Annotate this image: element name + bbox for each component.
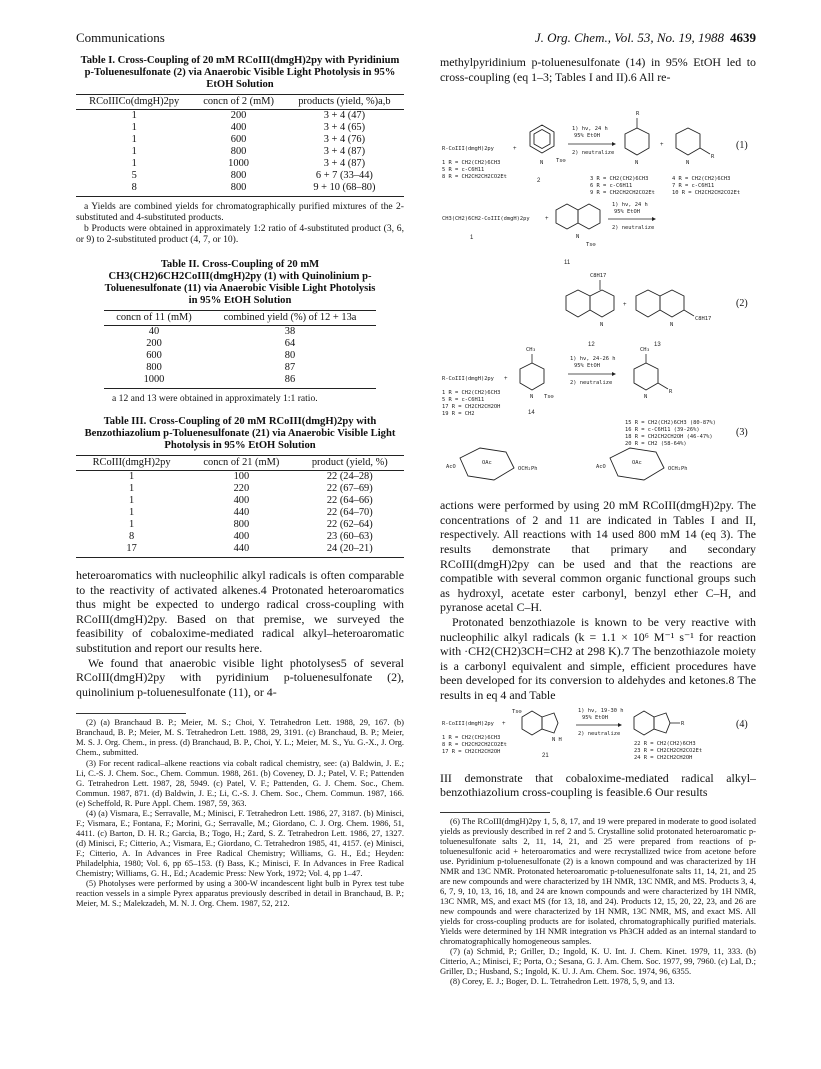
eq1-product2-R: R [711, 154, 715, 161]
table-cell: 1 [128, 507, 135, 518]
eq4-prod-1: 23 R = CH2CH2CH2CO2Et [634, 747, 703, 754]
eq2-reagent-label: 1 [470, 235, 474, 242]
product-pyridine-ring-2 [676, 128, 700, 155]
table-2-grid [104, 310, 376, 389]
table-1-caption: Table I. Cross-Coupling of 20 mM RCoIII(dmgH)2py with Pyridinium p-Toluenesulfonate (2) via Anaerobic Visible Light Photolysis in 95% EtOH Solution [80, 55, 400, 90]
table-1-col-0: RCoIIICo(dmgH)2py [76, 95, 192, 110]
eq2-arrowhead [652, 217, 656, 221]
eq1-prod-1: 6 R = c-C6H11 [590, 183, 633, 190]
footnote: (4) (a) Vismara, E.; Serravalle, M.; Minisci, F. Tetrahedron Lett. 1986, 27, 3187. (b) Minisci, F.; Vismara, E.; Fontana, F.; Morini, G.; Serravalle, M.; Giordano, C. J. Org. Chem. 1986, 51, 4411. (c) Barton, D. H. R.; Garcia, B.; Togo, H.; Zard, S. Z. Tetrahedron Lett. 1986, 27, 1327. (d) Minisci, F.; Citterio, A.; Vismara, E.; Giordano, C. Tetrahedron 1985, 41, 4157. (e) Minisci, F.; Citterio, A. In Advances in Free Radical Chemistry; Williams, G. H., Ed.; Heyden: Philadelphia, 1980; Vol. 6, pp 65–153. (f) Bass, K.; Minisci, F. In Advances in Free Radical Chemistry; Williams, G. H., Ed.; Academic Press: New York, 1972; Vol. 4, pp 1–47. [76, 807, 404, 879]
acetate-label: AcO [596, 464, 606, 471]
bond [658, 383, 668, 389]
right-column [440, 55, 756, 986]
eq3-prod-1: 16 R = c-C6H11 (39-26%) [625, 427, 700, 434]
table-row [104, 350, 376, 362]
eq2-cond-2: 2) neutralize [612, 225, 655, 232]
eq2-sub-label-2: C8H17 [695, 316, 712, 323]
product-12-ring-b [590, 290, 614, 317]
eq3-ch3-label: CH₃ [526, 347, 536, 354]
table-cell: 1 [131, 110, 137, 121]
table-cell: 40 [148, 326, 160, 337]
eq1-counterion: Ts⊖ [556, 158, 566, 165]
table-1-col-1: concn of 2 (mM) [192, 95, 284, 110]
table-cell: 440 [233, 507, 250, 518]
table-row [76, 471, 404, 484]
plus-sign: + [660, 142, 664, 149]
table-cell: 87 [284, 362, 296, 373]
eq2-sub-label: C8H17 [590, 273, 607, 280]
eq4-cond-0: 1) hν, 19-30 h [578, 707, 624, 714]
benzothiazolium-ring-a [522, 711, 542, 735]
table-3 [76, 416, 404, 558]
table-cell: 1 [128, 495, 135, 506]
footnote-rule [440, 812, 550, 813]
benzothiazolium-ring-b [542, 713, 558, 733]
table-cell: 800 [230, 170, 247, 181]
eq3-counterion: Ts⊖ [544, 394, 554, 401]
table-cell: 1 [131, 134, 137, 145]
footnote: (5) Photolyses were performed by using a 300-W incandescent light bulb in Pyrex test tube reaction vessels in a simple Pyrex apparatus previously described in detail in Branchaud, B. P.; Meier, M. S.; Malekzadeh, M. N. J. Org. Chem. 1987, 52, 212. [76, 878, 404, 909]
running-header-journal [438, 30, 756, 46]
table-1-col-2: products (yield, %)a,b [285, 95, 404, 110]
eq1-prod-3: 4 R = CH2(CH2)6CH3 [672, 176, 731, 183]
product-12-ring-a [566, 290, 590, 317]
body-paragraph: Protonated benzothiazole is known to be very reactive with nucleophilic alkyl radicals (k = 1.1 × 10⁶ M⁻¹ s⁻¹ for reaction with ·CH2(CH2)3CH=CH2 at 298 K).7 The benzothiazole moiety is a carbonyl equivalent and simple, efficient procedures have been developed for its conversion to aldehydes and ketones.8 The results in eq 4 and Table [440, 614, 756, 702]
table-cell: 3 + 4 (87) [323, 146, 366, 157]
footnote: (3) For recent radical–alkene reactions via cobalt radical chemistry, see: (a) Baldwin, J. E.; Li, C.-S. J. Chem. Soc., Chem. Commun. 1988, 261. (b) Coveney, D. J.; Patel, V. F.; Pattenden G. Tetrahedron Lett. 1987, 28, 5949. (c) Patel, V. F.; Pattenden, G. J. Chem. Soc., Chem. Commun. 1987, 871. (d) Baldwin, J. E.; Li, C.-S. J. Chem. Soc., Chem. Commun. 1987, 166. (e) Scheffold, R. Pure Appl. Chem. 1987, 59, 363. [76, 757, 404, 808]
eq1-prod-4: 7 R = c-C6H11 [672, 183, 715, 190]
table-cell: 8 [76, 182, 192, 197]
eq3-sub-2: 17 R = CH2CH2CH2OH [442, 404, 501, 411]
eq3-product-N: N [644, 394, 648, 401]
bond [700, 148, 710, 154]
eq3-product-ch3: CH₃ [640, 347, 650, 354]
eq2-cond-0: 1) hν, 24 h [612, 202, 648, 209]
eq3-number: (3) [736, 427, 748, 439]
eq1-product-R-label: R [636, 111, 640, 118]
table-cell: 24 (20–21) [296, 543, 404, 558]
table-cell: 3 + 4 (47) [323, 110, 366, 121]
table-cell: 800 [233, 519, 250, 530]
eq3-prod-2: 18 R = CH2CH2CH2OH (46-47%) [625, 434, 713, 441]
eq1-reagent: R-CoIII(dmgH)2py [442, 146, 494, 153]
table-3-grid [76, 455, 404, 558]
footnote: (7) (a) Schmid, P.; Griller, D.; Ingold, K. U. Int. J. Chem. Kinet. 1979, 11, 333. (b) Citterio, A.; Minisci, F.; Porta, O.; Sesana, G. J. Am. Chem. Soc. 1977, 99, 7960. (c) Lal, D.; Griller, D.; Husband, S.; Ingold, K. U. J. Am. Chem. Soc. 1974, 96, 6355. [440, 946, 756, 977]
reaction-scheme-eq1-3 [440, 84, 756, 427]
eq1-prod-5: 10 R = CH2CH2CH2CO2Et [672, 190, 741, 197]
eq4-arrowhead [618, 723, 622, 727]
table-cell: 3 + 4 (87) [323, 158, 366, 169]
reaction-scheme-svg-2 [440, 418, 756, 498]
table-cell: 80 [284, 350, 296, 361]
eq2-counterion: Ts⊖ [586, 242, 596, 249]
table-2-footnotes [104, 393, 376, 404]
eq4-sub-0: 1 R = CH2(CH2)6CH3 [442, 734, 501, 741]
table-cell: 600 [146, 350, 162, 361]
eq1-cond-0: 1) hν, 24 h [572, 126, 608, 133]
bond [684, 310, 694, 316]
eq4-ts-label: Ts⊖ [512, 708, 522, 715]
eq3-sub-0: 1 R = CH2(CH2)6CH3 [442, 390, 501, 397]
eq1-sub-2: 8 R = CH2CH2CH2CO2Et [442, 174, 507, 181]
table-1-footnotes [76, 201, 404, 245]
table-row [76, 495, 404, 507]
footnote: (8) Corey, E. J.; Boger, D. L. Tetrahedron Lett. 1978, 5, 9, and 13. [450, 976, 675, 987]
eq2-number: (2) [736, 298, 748, 310]
eq4-svg [440, 703, 756, 771]
eq3-cond-1: 95% EtOH [574, 363, 600, 370]
table-1 [76, 55, 404, 245]
table-cell: 800 [192, 182, 284, 197]
table-cell: 1 [128, 471, 135, 482]
table-cell: 8 [128, 531, 135, 542]
left-body [76, 568, 404, 699]
table-cell: 1 [131, 146, 137, 157]
table-cell: 3 + 4 (65) [323, 122, 366, 133]
product-pyridine-ring [625, 128, 649, 155]
table-row [76, 122, 404, 134]
table-3-col-2: product (yield, %) [296, 456, 404, 471]
eq3-methylpyridinium-ring [520, 363, 544, 390]
table-cell: 200 [146, 338, 162, 349]
table-cell: 6 + 7 (33–44) [315, 170, 373, 181]
eq1-product-N: N [635, 160, 639, 167]
acetate-label: OAc [482, 460, 492, 467]
body-paragraph: actions were performed by using 20 mM RCoIII(dmgH)2py. The concentrations of 2 and 11 are indicated in Tables I and II, respectively. All reactions with 14 used 800 mM 14 (eq 3). The results demonstrate that primary and secondary RCoIII(dmgH)2py can be used and that the reactions are compatible with several common organic functional groups such as hydroxyl, acetate ester carbonyl, benzyl ether C–H, and pyranose acetal C–H. [440, 498, 756, 615]
table-row [76, 170, 404, 182]
table-cell: 9 + 10 (68–80) [285, 182, 404, 197]
table-cell: 5 [131, 170, 137, 181]
plus-sign: + [513, 146, 517, 153]
eq1-number: (1) [736, 140, 748, 152]
table-cell: 1 [131, 122, 137, 133]
table-cell: 400 [233, 495, 250, 506]
eq4-cond-1: 95% EtOH [582, 714, 608, 721]
eq2-reactant-label: 11 [564, 260, 571, 267]
running-header-section: Communications [76, 30, 165, 45]
table-footnote: a 12 and 13 were obtained in approximately 1:1 ratio. [112, 393, 318, 404]
table-cell: 800 [230, 146, 247, 157]
table-cell: 64 [284, 338, 296, 349]
body-paragraph: III demonstrate that cobaloxime-mediated radical alkyl–benzothiazolium cross-coupling is feasible.6 Our results [440, 770, 756, 800]
eq4-number: (4) [736, 718, 748, 730]
table-footnote: b Products were obtained in approximately 1:2 ratio of 4-substituted product (3, 6, or 9) to 2-substituted product (4, 7, or 10). [76, 223, 404, 245]
table-cell: 1 [131, 158, 137, 169]
plus-sign: + [502, 720, 506, 727]
table-2 [76, 259, 404, 404]
table-cell: 100 [233, 471, 250, 482]
benzyl-label: OCH₂Ph [668, 466, 688, 473]
table-row [104, 362, 376, 374]
acetate-label: AcO [446, 464, 456, 471]
table-3-col-1: concn of 21 (mM) [187, 456, 295, 471]
left-column [76, 55, 404, 908]
table-2-col-1: combined yield (%) of 12 + 13a [204, 311, 376, 326]
table-cell: 220 [233, 483, 250, 494]
table-cell: 1000 [228, 158, 249, 169]
eq4-prod-0: 22 R = CH2(CH2)6CH3 [634, 740, 696, 747]
eq2-p13-N: N [670, 322, 674, 329]
table-cell: 600 [230, 134, 247, 145]
quinolinium-ring-a [556, 204, 578, 229]
eq2-p12-N: N [600, 322, 604, 329]
table-row [76, 110, 404, 123]
plus-sign: + [504, 376, 508, 383]
product-13-ring-a [636, 290, 660, 317]
quinolinium-ring-b [578, 204, 600, 229]
eq3-cond-0: 1) hν, 24-26 h [570, 356, 616, 363]
table-cell: 22 (64–70) [326, 507, 373, 518]
table-row [76, 182, 404, 197]
table-cell: 440 [187, 543, 295, 558]
plus-sign: + [623, 302, 627, 309]
eq4-cond-2: 2) neutralize [578, 730, 621, 737]
footnote: (6) The RCoIII(dmgH)2py 1, 5, 8, 17, and 19 were prepared in moderate to good isolated yields as previously described in ref 2 and 5. Crystalline solid protonated heteroaromatic p-toluenesulfonate salts 2, 11, 14, 21, and 25 were prepared from reactions of p-toluenesulfonic acid + heteroaromatics and were recrystallized twice from acetone before use. Pyridinium p-toluenesulfonate (2) is a known compound and was characterized by 1H NMR and 13C NMR. Protonated heteroaromatic p-toluenesulfonate salts 11, 14, 21, and 25 are new compounds and were characterized by 1H NMR, 13C NMR, and MS. Products 3, 4, 6, 7, 9, 10, 13, 16, 18, and 24 are known compounds and were characterized by 1H NMR, 13C NMR, MS, and exact MS (for 13, 18, and 24). Products 12, 15, 20, 22, 23, and 26 are new compounds and were characterized by 1H NMR, 13C NMR, MS, and exact MS. All yields for cross-coupling products are for isolated, chromatographically purified materials. Yields were determined by 1H NMR integration vs Ph3CH added as an internal standard to chromatographically homogeneous samples. [440, 815, 756, 947]
table-2-col-0: concn of 11 (mM) [104, 311, 204, 326]
table-row [104, 326, 376, 339]
journal-citation: J. Org. Chem., Vol. 53, No. 19, 1988 [534, 30, 724, 45]
eq1-sub-1: 5 R = c-C6H11 [442, 167, 485, 174]
product-benzothiazole-ring-b [654, 713, 670, 733]
eq2-N: N [576, 234, 580, 241]
eq1-product2-N: N [686, 160, 690, 167]
footnote: (2) (a) Branchaud B. P.; Meier, M. S.; Choi, Y. Tetrahedron Lett. 1988, 29, 167. (b) Branchaud, B. P.; Meier, M. S. Tetrahedron Lett. 1988, 29, 3191. (c) Branchaud, B. P.; Meier, M. S. J. Org. Chem., in press. (d) Branchaud, B. P., Choi, Y. L.; Meier, M. S., Yu. G.-X., J. Org. Chem., submitted. [76, 717, 404, 758]
eq4-reactant-label: 21 [542, 752, 549, 759]
table-cell: 1 [128, 519, 135, 530]
table-row [76, 507, 404, 519]
pyridinium-inner-ring [534, 130, 550, 149]
table-row [104, 374, 376, 389]
eq2-reagent: CH3(CH2)6CH2-CoIII(dmgH)2py [442, 216, 530, 223]
eq4-sub-1: 8 R = CH2CH2CH2CO2Et [442, 741, 507, 748]
table-row [76, 483, 404, 495]
reaction-scheme-eq4 [440, 703, 756, 771]
table-2-caption: Table II. Cross-Coupling of 20 mM CH3(CH2)6CH2CoIII(dmgH)2py (1) with Quinolinium p-Toluenesulfonate (11) via Anaerobic Visible Light Photolysis in 95% EtOH Solution [104, 259, 376, 306]
eq3-N: N [530, 394, 534, 401]
table-row [76, 519, 404, 531]
table-row [76, 531, 404, 543]
table-row [76, 543, 404, 558]
eq1-prod-2: 9 R = CH2CH2CH2CO2Et [590, 190, 655, 197]
eq4-N-label: N H [552, 736, 562, 743]
eq4-product-R: R [681, 720, 685, 727]
eq2-cond-1: 95% EtOH [614, 209, 640, 216]
eq3-cond-2: 2) neutralize [570, 380, 613, 387]
eq1-N-label: N [540, 160, 544, 167]
left-footnotes [76, 713, 404, 908]
table-cell: 400 [230, 122, 247, 133]
table-row [76, 158, 404, 170]
eq3-reactant-label: 14 [528, 410, 535, 417]
plus-sign: + [545, 216, 549, 223]
eq4-prod-2: 24 R = CH2CH2CH2OH [634, 754, 693, 761]
table-cell: 400 [233, 531, 250, 542]
right-body [440, 498, 756, 702]
table-cell: 17 [76, 543, 187, 558]
product-benzothiazole-ring-a [634, 711, 654, 735]
table-3-col-0: RCoIII(dmgH)2py [76, 456, 187, 471]
acetate-label: OAc [632, 460, 642, 467]
table-cell: 22 (24–28) [326, 471, 373, 482]
eq1-prod-0: 3 R = CH2(CH2)6CH3 [590, 176, 649, 183]
reaction-scheme-svg [440, 84, 756, 427]
table-cell: 1 [128, 483, 135, 494]
eq3-sub-3: 19 R = CH2 [442, 411, 475, 418]
eq1-reactant-label: 2 [537, 178, 541, 185]
footnote-rule [76, 713, 186, 714]
eq3-product-R: R [669, 389, 673, 396]
table-cell: 22 (67–69) [326, 483, 373, 494]
product-13-ring-b [660, 290, 684, 317]
table-cell: 3 + 4 (76) [323, 134, 366, 145]
table-cell: 38 [284, 326, 296, 337]
table-cell: 22 (62–64) [326, 519, 373, 530]
eq1-sub-0: 1 R = CH2(CH2)6CH3 [442, 160, 501, 167]
table-cell: 200 [230, 110, 247, 121]
body-paragraph: heteroaromatics with nucleophilic alkyl radicals is often comparable to the reactivity of activated alkenes.4 Protonated heteroaromatics thus might be expected to undergo radical cross-coupling with RCoIII(dmgH)2py. Based on that premise, we surveyed the feasibility of cobaloxime-mediated radical alkyl–heteroaromatic substitution and report our results here. [76, 568, 404, 655]
eq1-cond-2: 2) neutralize [572, 150, 615, 157]
benzyl-label: OCH₂Ph [518, 466, 538, 473]
table-cell: 22 (64–66) [326, 495, 373, 506]
table-cell: 86 [204, 374, 376, 389]
eq2-product-0: 12 [588, 342, 595, 349]
right-footnotes [440, 812, 756, 987]
eq4-sub-2: 17 R = CH2CH2CH2OH [442, 748, 501, 755]
reaction-scheme-eq3-products [440, 418, 756, 498]
eq1-cond-1: 95% EtOH [574, 133, 600, 140]
eq3-prod-0: 15 R = CH2(CH2)6CH3 (80-87%) [625, 420, 716, 427]
eq3-sub-1: 5 R = c-C6H11 [442, 397, 485, 404]
table-row [76, 146, 404, 158]
table-footnote: a Yields are combined yields for chromatographically purified mixtures of the 2-substituted and 4-substituted products. [76, 201, 404, 223]
eq3-product-ring [634, 363, 658, 390]
table-cell: 1000 [104, 374, 204, 389]
body-paragraph: methylpyridinium p-toluenesulfonate (14) in 95% EtOH led to cross-coupling (eq 1–3; Tables I and II).6 All re- [440, 55, 756, 84]
body-paragraph: We found that anaerobic visible light photolyses5 of several RCoIII(dmgH)2py with pyridinium p-toluenesulfonate (2), quinolinium p-toluenesulfonate (11), or 4- [76, 655, 404, 699]
eq3-prod-3: 20 R = CH2 (58-64%) [625, 441, 687, 448]
eq4-reagent: R-CoIII(dmgH)2py [442, 720, 494, 727]
table-cell: 23 (60–63) [326, 531, 373, 542]
table-row [104, 338, 376, 350]
table-cell: 800 [146, 362, 162, 373]
table-1-grid [76, 94, 404, 197]
eq1-arrowhead [612, 142, 616, 146]
table-3-caption: Table III. Cross-Coupling of 20 mM RCoIII(dmgH)2py with Benzothiazolium p-Toluenesulfonate (21) via Anaerobic Visible Light Photolysis in 95% EtOH Solution [84, 416, 396, 451]
eq3-reagent: R-CoIII(dmgH)2py [442, 376, 494, 383]
table-row [76, 134, 404, 146]
eq3-arrowhead [612, 372, 616, 376]
eq2-product-1: 13 [654, 342, 661, 349]
page-number: 4639 [730, 30, 756, 45]
